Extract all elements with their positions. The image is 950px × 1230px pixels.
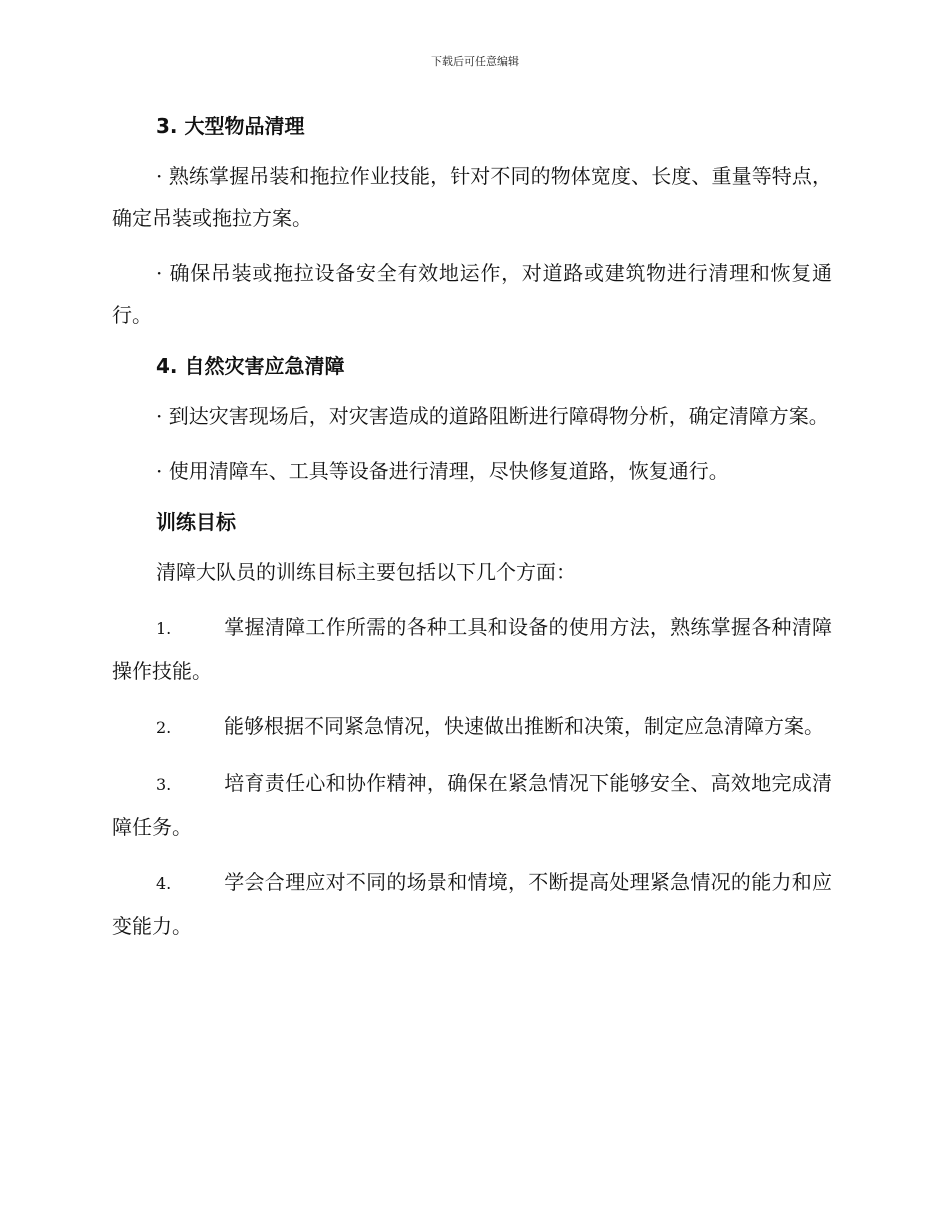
list-item-number: 3. xyxy=(156,775,172,794)
list-item-text: 学会合理应对不同的场景和情境，不断提高处理紧急情况的能力和应变能力。 xyxy=(112,870,832,938)
page-header: 下载后可任意编辑 xyxy=(431,55,519,68)
bullet-paragraph: · 到达灾害现场后，对灾害造成的道路阻断进行障碍物分析，确定清障方案。 xyxy=(156,404,829,428)
list-item-number: 1. xyxy=(156,619,172,638)
section-heading-disaster-clearance: 4. 自然灾害应急清障 xyxy=(156,354,345,378)
list-item-text: 掌握清障工作所需的各种工具和设备的使用方法，熟练掌握各种清障操作技能。 xyxy=(112,615,832,683)
list-item-number: 4. xyxy=(156,874,172,893)
numbered-list-item xyxy=(112,861,832,947)
numbered-list-item xyxy=(112,606,832,692)
list-item-text: 能够根据不同紧急情况，快速做出推断和决策，制定应急清障方案。 xyxy=(224,714,824,738)
section-heading-training-goals: 训练目标 xyxy=(156,510,236,534)
section-heading-large-item-cleanup: 3. 大型物品清理 xyxy=(156,114,305,138)
bullet-paragraph: · 使用清障车、工具等设备进行清理，尽快修复道路，恢复通行。 xyxy=(156,459,729,483)
page-content xyxy=(112,110,832,947)
bullet-paragraph: · 确保吊装或拖拉设备安全有效地运作，对道路或建筑物进行清理和恢复通行。 xyxy=(112,261,832,327)
bullet-paragraph: · 熟练掌握吊装和拖拉作业技能，针对不同的物体宽度、长度、重量等特点，确定吊装或拖拉方案。 xyxy=(112,164,832,230)
list-item-text: 培育责任心和协作精神，确保在紧急情况下能够安全、高效地完成清障任务。 xyxy=(112,771,832,839)
numbered-list-item xyxy=(112,705,832,749)
intro-paragraph: 清障大队员的训练目标主要包括以下几个方面： xyxy=(156,560,576,584)
numbered-list-item xyxy=(112,762,832,848)
list-item-number: 2. xyxy=(156,718,172,737)
